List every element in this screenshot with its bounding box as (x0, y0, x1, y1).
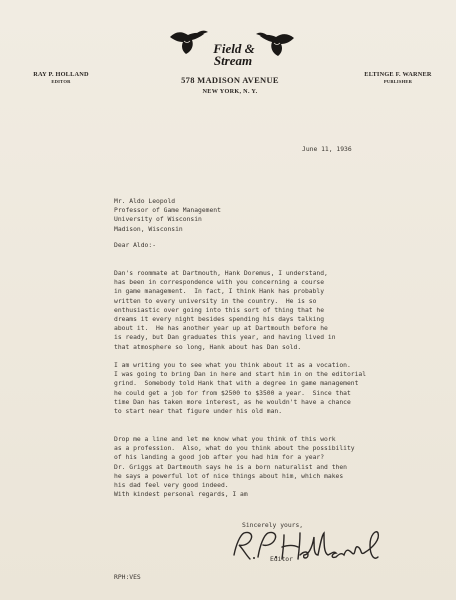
editor-block (18, 71, 104, 84)
editor-name: RAY P. HOLLAND (33, 71, 89, 78)
city-state: NEW YORK, N. Y. (202, 88, 258, 95)
handwritten-signature (228, 525, 398, 565)
letter-date: June 11, 1936 (302, 146, 352, 153)
complimentary-close: Sincerely yours, (242, 522, 304, 529)
publisher-role: PUBLISHER (383, 79, 413, 84)
body-paragraph-4: With kindest personal regards, I am (114, 491, 248, 498)
signer-title: Editor (270, 556, 293, 563)
masthead-logo (160, 20, 300, 70)
recipient-address: Mr. Aldo Leopold Professor of Game Management University of Wisconsin Madison, Wisconsin (114, 198, 221, 233)
masthead-title-line1: Field & (213, 41, 255, 56)
letterhead-address (140, 75, 320, 95)
reference-initials: RPH:VES (114, 574, 141, 581)
publisher-name: ELTINGE F. WARNER (364, 71, 432, 78)
body-paragraph-1: Dan's roommate at Dartmouth, Hank Doremus, I understand, has been in correspondence with you concerning a course in game management. In fact, I think Hank has probably written to every university in the country. He is so enthusiastic over going into this sort of thing that he dreams it every night besides spending his days talking about it. He has another year up at Dartmouth before he is ready, but Dan graduates this year, and having lived in that atmosphere so long, Hank about has Dan sold. (114, 270, 336, 351)
editor-role: EDITOR (51, 79, 71, 84)
body-paragraph-2: I am writing you to see what you think about it as a vocation. I was going to bring Dan in here and start him in on the editorial grind. Somebody told Hank that with a degree in game management he could get a job for from $2500 to $3500 a year. Since that time Dan has taken more interest, as he wouldn't have a chance to start near that figure under his old man. (114, 362, 367, 416)
street-address: 578 MADISON AVENUE (181, 75, 279, 85)
salutation: Dear Aldo:- (114, 242, 157, 249)
publisher-block (348, 71, 448, 84)
body-paragraph-3: Drop me a line and let me know what you think of this work as a profession. Also, what do you think about the possibility of his landing a good job after you had him for a year? Dr. Griggs at Dartmouth says he is a born naturalist and then he says a powerful lot of nice things about him, which makes his dad feel very good indeed. (114, 436, 355, 490)
masthead-title-line2: Stream (213, 53, 253, 68)
